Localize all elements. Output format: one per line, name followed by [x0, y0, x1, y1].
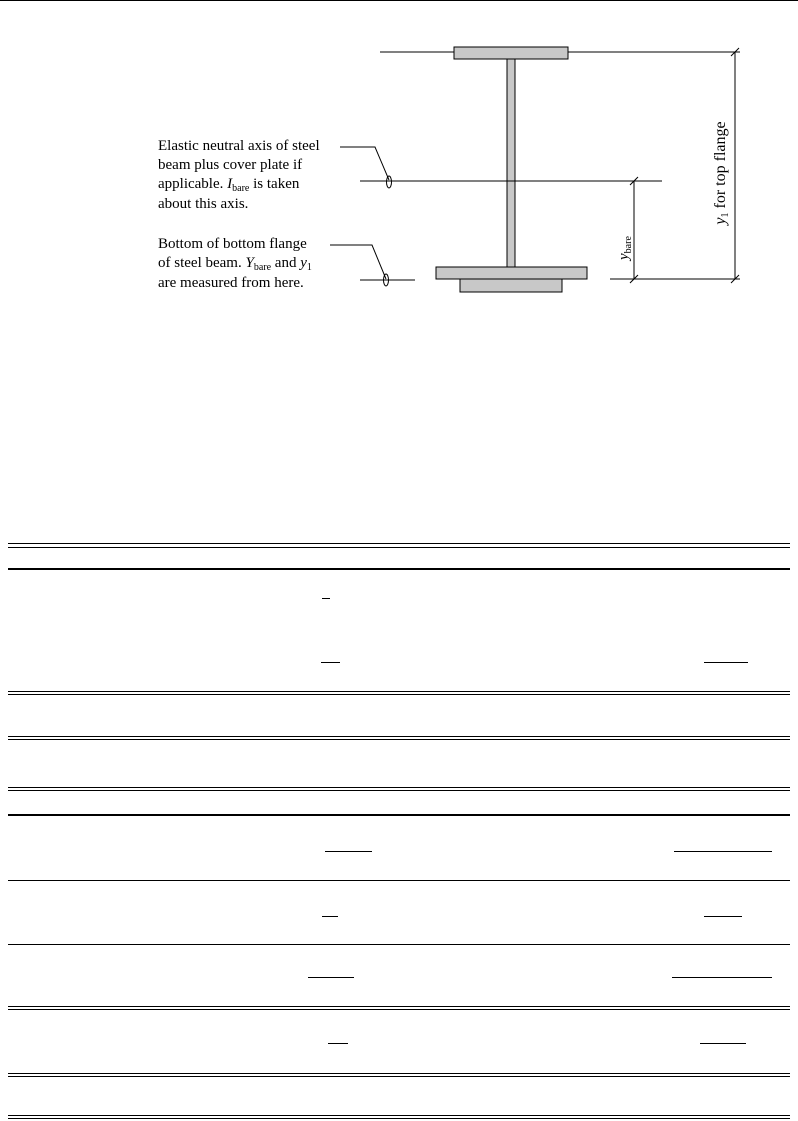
y1-dimension-label: y1 for top flange — [712, 121, 731, 225]
fraction-bar — [704, 662, 748, 663]
table-rule — [8, 694, 790, 695]
fraction-bar — [704, 916, 742, 917]
table-rule — [8, 1118, 790, 1119]
steel-beam-diagram — [0, 0, 798, 310]
table-rule — [8, 543, 790, 544]
table-rule — [8, 790, 790, 791]
bottom-flange — [436, 267, 587, 279]
fraction-bar — [308, 977, 354, 978]
fraction-bar — [321, 662, 340, 663]
bottom-callout-text: Bottom of bottom flange of steel beam. $Y_{bare}$ and $y_1$ are measured from here. — [158, 236, 312, 291]
table-rule — [8, 568, 790, 570]
ybare-dimension-label: $y_{bare}$ — [616, 236, 634, 260]
table-rule — [8, 1115, 790, 1116]
table-rule — [8, 547, 790, 548]
fraction-bar — [674, 851, 772, 852]
top-flange — [454, 47, 568, 59]
table-rule — [8, 880, 790, 881]
table-rule — [8, 814, 790, 816]
table-rule — [8, 944, 790, 945]
fraction-bar — [325, 851, 372, 852]
axis-callout-text: Elastic neutral axis of steel beam plus cover plate if applicable. $I_{bare}$ is taken about this axis. — [158, 138, 320, 212]
table-rule — [8, 1073, 790, 1074]
web — [507, 59, 515, 267]
table-rule — [8, 1076, 790, 1077]
table-rule — [8, 1006, 790, 1007]
table-rule — [8, 736, 790, 737]
table-rule — [8, 739, 790, 740]
table-rule — [8, 1009, 790, 1010]
fraction-bar — [322, 598, 330, 599]
table-rule — [8, 691, 790, 692]
fraction-bar — [700, 1043, 746, 1044]
table-rule — [8, 787, 790, 788]
fraction-bar — [672, 977, 772, 978]
fraction-bar — [322, 916, 338, 917]
fraction-bar — [328, 1043, 348, 1044]
axis-callout-marker — [387, 176, 392, 188]
cover-plate — [460, 279, 562, 292]
